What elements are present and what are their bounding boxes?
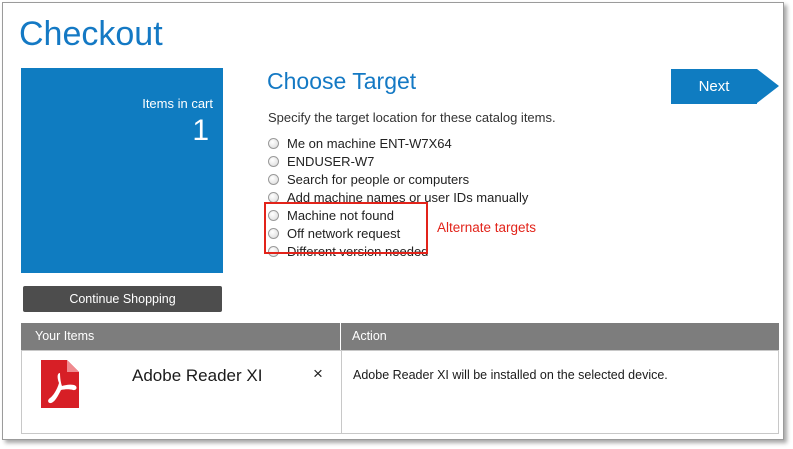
target-option-enduser-w7[interactable] xyxy=(268,152,598,170)
column-header-action: Action xyxy=(352,329,387,343)
radio-icon[interactable] xyxy=(268,210,279,221)
choose-target-heading: Choose Target xyxy=(267,68,417,94)
target-option-label: Machine not found xyxy=(287,207,394,223)
radio-icon[interactable] xyxy=(268,156,279,167)
row-column-divider xyxy=(341,351,342,433)
arrow-right-icon xyxy=(757,69,779,103)
target-option-label: Add machine names or user IDs manually xyxy=(287,189,529,205)
target-option-label: Different version needed xyxy=(287,243,429,259)
cart-table-header xyxy=(21,323,779,350)
column-header-your-items: Your Items xyxy=(35,329,95,343)
cart-table-body xyxy=(21,350,779,434)
alternate-targets-annotation: Alternate targets xyxy=(437,220,537,235)
target-option-add-manually[interactable] xyxy=(268,188,598,206)
choose-target-instruction: Specify the target location for these catalog items. xyxy=(268,110,556,125)
pdf-file-icon xyxy=(38,359,82,409)
target-option-label: Search for people or computers xyxy=(287,171,470,187)
window-frame xyxy=(2,2,784,440)
next-button[interactable] xyxy=(671,69,779,104)
radio-icon[interactable] xyxy=(268,192,279,203)
target-option-different-version-needed[interactable] xyxy=(268,242,598,260)
target-option-me-on-machine[interactable] xyxy=(268,134,598,152)
items-in-cart-tile xyxy=(21,68,223,273)
next-button-label: Next xyxy=(671,69,757,104)
target-option-label: Me on machine ENT-W7X64 xyxy=(287,135,452,151)
target-option-search-people-computers[interactable] xyxy=(268,170,598,188)
target-option-label: ENDUSER-W7 xyxy=(287,153,375,169)
radio-icon[interactable] xyxy=(268,246,279,257)
target-option-off-network-request[interactable] xyxy=(268,224,598,242)
target-option-machine-not-found[interactable] xyxy=(268,206,598,224)
remove-item-button[interactable]: × xyxy=(313,364,323,383)
cart-item-name: Adobe Reader XI xyxy=(132,366,263,385)
radio-icon[interactable] xyxy=(268,174,279,185)
radio-icon[interactable] xyxy=(268,228,279,239)
target-option-label: Off network request xyxy=(287,225,401,241)
items-in-cart-count: 1 xyxy=(192,114,209,147)
continue-shopping-button[interactable]: Continue Shopping xyxy=(23,286,222,312)
radio-icon[interactable] xyxy=(268,138,279,149)
cart-item-action-text: Adobe Reader XI will be installed on the selected device. xyxy=(353,368,668,382)
page-title: Checkout xyxy=(19,15,163,53)
header-column-divider xyxy=(340,323,341,350)
items-in-cart-label: Items in cart xyxy=(142,96,213,111)
target-options-group xyxy=(268,134,598,260)
